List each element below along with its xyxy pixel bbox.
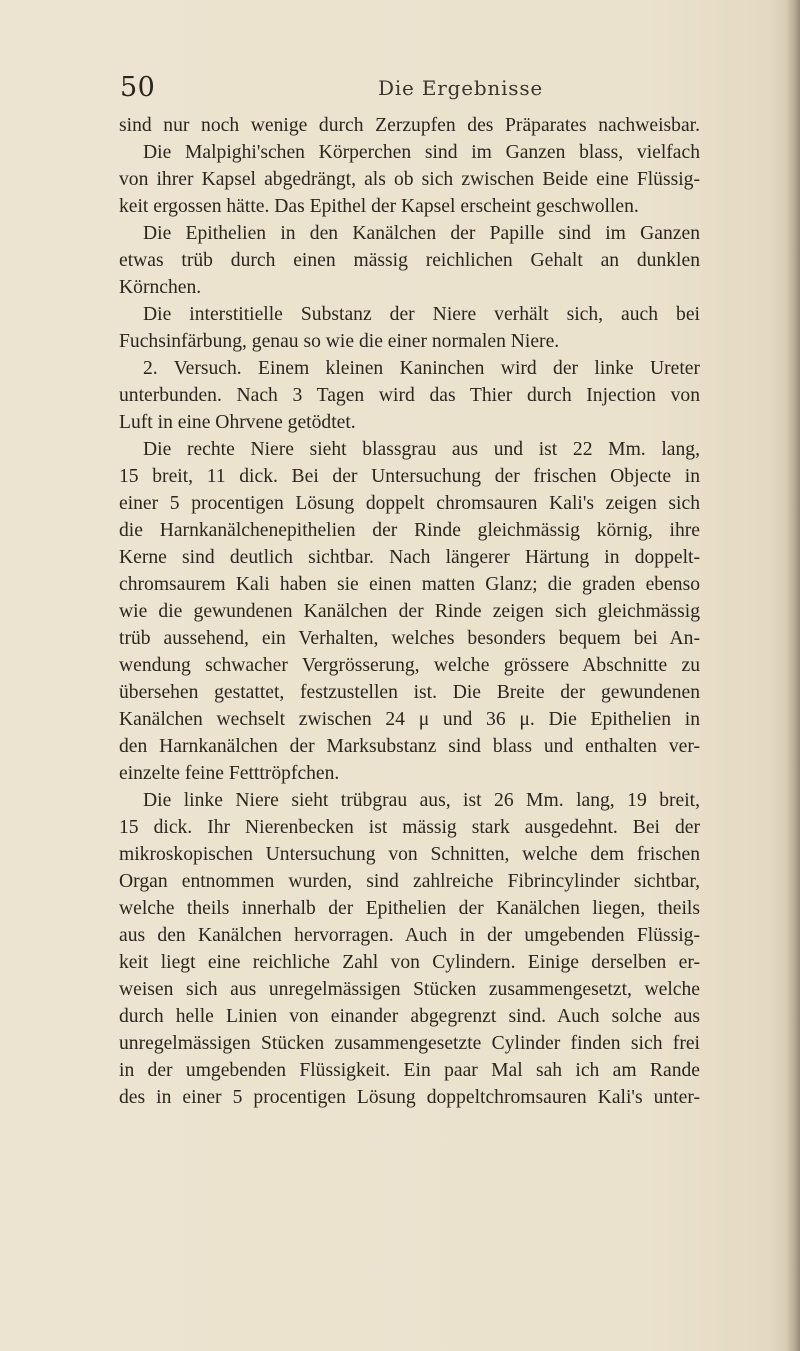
- text-line: wendung schwacher Vergrösserung, welche grössere Abschnitte zu: [119, 655, 700, 676]
- text-line: unterbunden. Nach 3 Tagen wird das Thier durch Injection von: [119, 385, 700, 406]
- text-line: die Harnkanälchenepithelien der Rinde gleichmässig körnig, ihre: [119, 520, 700, 541]
- text-line: aus den Kanälchen hervorragen. Auch in der umgebenden Flüssig-: [119, 925, 700, 946]
- page-header: [120, 72, 700, 112]
- text-line: Die interstitielle Substanz der Niere verhält sich, auch bei: [143, 304, 700, 325]
- text-line: Die Epithelien in den Kanälchen der Papille sind im Ganzen: [143, 223, 700, 244]
- text-line: keit ergossen hätte. Das Epithel der Kapsel erscheint geschwollen.: [119, 196, 639, 217]
- text-line: etwas trüb durch einen mässig reichlichen Gehalt an dunklen: [119, 250, 700, 271]
- running-head: Die Ergebnisse: [378, 76, 544, 100]
- text-line: Fuchsinfärbung, genau so wie die einer normalen Niere.: [119, 331, 560, 352]
- text-line: wie die gewundenen Kanälchen der Rinde zeigen sich gleichmässig: [119, 601, 700, 622]
- text-line: unregelmässigen Stücken zusammengesetzte Cylinder finden sich frei: [119, 1033, 700, 1054]
- text-line: Kerne sind deutlich sichtbar. Nach längerer Härtung in doppelt-: [119, 547, 700, 568]
- text-line: Organ entnommen wurden, sind zahlreiche Fibrincylinder sichtbar,: [119, 871, 700, 892]
- text-line: einer 5 procentigen Lösung doppelt chromsauren Kali's zeigen sich: [119, 493, 700, 514]
- text-line: keit liegt eine reichliche Zahl von Cylindern. Einige derselben er-: [119, 952, 700, 973]
- text-line: Körnchen.: [119, 277, 202, 298]
- text-line: übersehen gestattet, festzustellen ist. Die Breite der gewundenen: [119, 682, 700, 703]
- text-line: Die linke Niere sieht trübgrau aus, ist 26 Mm. lang, 19 breit,: [143, 790, 700, 811]
- text-line: Kanälchen wechselt zwischen 24 μ und 36 μ. Die Epithelien in: [119, 709, 700, 730]
- text-line: 15 dick. Ihr Nierenbecken ist mässig stark ausgedehnt. Bei der: [119, 817, 700, 838]
- body-text: [119, 112, 700, 1111]
- text-line: Die rechte Niere sieht blassgrau aus und ist 22 Mm. lang,: [143, 439, 700, 460]
- text-line: welche theils innerhalb der Epithelien der Kanälchen liegen, theils: [119, 898, 700, 919]
- text-line: einzelte feine Fetttröpfchen.: [119, 763, 340, 784]
- text-line: des in einer 5 procentigen Lösung doppeltchromsauren Kali's unter-: [119, 1087, 700, 1108]
- text-line: weisen sich aus unregelmässigen Stücken zusammengesetzt, welche: [119, 979, 700, 1000]
- text-line: Luft in eine Ohrvene getödtet.: [119, 412, 356, 433]
- text-line: in der umgebenden Flüssigkeit. Ein paar Mal sah ich am Rande: [119, 1060, 700, 1081]
- text-line: 2. Versuch. Einem kleinen Kaninchen wird der linke Ureter: [143, 358, 700, 379]
- text-line: mikroskopischen Untersuchung von Schnitten, welche dem frischen: [119, 844, 700, 865]
- text-line: durch helle Linien von einander abgegrenzt sind. Auch solche aus: [119, 1006, 700, 1027]
- text-line: chromsaurem Kali haben sie einen matten Glanz; die graden ebenso: [119, 574, 700, 595]
- page-number: 50: [120, 72, 156, 103]
- text-line: von ihrer Kapsel abgedrängt, als ob sich zwischen Beide eine Flüssig-: [119, 169, 700, 190]
- text-line: sind nur noch wenige durch Zerzupfen des Präparates nachweisbar.: [119, 115, 700, 136]
- text-line: Die Malpighi'schen Körperchen sind im Ganzen blass, vielfach: [143, 142, 700, 163]
- text-line: 15 breit, 11 dick. Bei der Untersuchung der frischen Objecte in: [119, 466, 700, 487]
- text-line: trüb aussehend, ein Verhalten, welches besonders bequem bei An-: [119, 628, 700, 649]
- page-edge-shadow: [786, 0, 800, 1351]
- text-line: den Harnkanälchen der Marksubstanz sind blass und enthalten ver-: [119, 736, 700, 757]
